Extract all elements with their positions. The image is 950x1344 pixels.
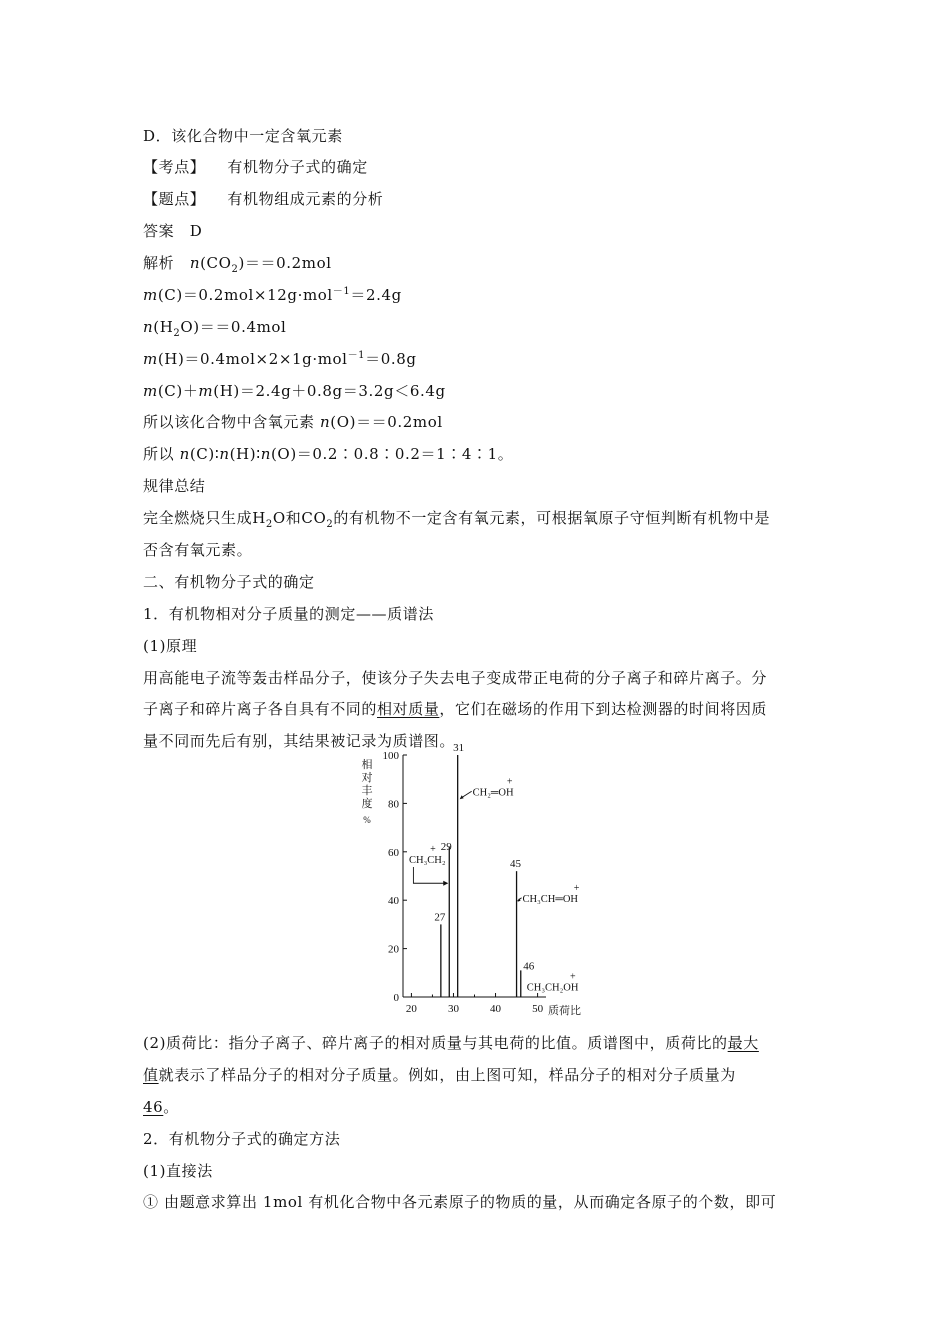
- peak-label-46: 46: [523, 960, 535, 973]
- subsection-2-title: 2．有机物分子式的确定方法: [143, 1130, 341, 1148]
- peak-label-31: 31: [453, 742, 465, 754]
- section-2-title: 二、有机物分子式的确定: [143, 573, 315, 591]
- y-tick-label: 60: [388, 846, 399, 859]
- rule-line-1: 完全燃烧只生成$H_2O$和$CO_2$的有机物不一定含有氧元素，可根据氧原子守恒判断有机物中是: [143, 509, 771, 530]
- ion-label-29-charge: +: [430, 844, 436, 856]
- mass-h-line: m(H)＝0.4mol×2×1g·mol$^{-1}$＝0.8g: [143, 350, 417, 368]
- ion-label-46-charge: +: [569, 971, 576, 983]
- mass-c-rest: ＝0.2mol×12g·mol: [182, 286, 333, 304]
- principle-line-3: 量不同而先后有别，其结果被记录为质谱图。: [143, 732, 456, 750]
- ion-arrowhead-29: [443, 881, 448, 886]
- mass-charge-line-1: [143, 1033, 759, 1053]
- rule-part-1: 完全燃烧只生成: [143, 509, 253, 527]
- rule-part-3: 的有机物不一定含有氧元素，可根据氧原子守恒判断有机物中是: [333, 509, 771, 527]
- mass-sum-rest: ＝2.4g＋0.8g＝3.2g＜6.4g: [239, 382, 446, 400]
- x-tick-label: 40: [490, 1003, 502, 1015]
- ion-label-31-charge: +: [506, 776, 513, 788]
- peak-label-27: 27: [434, 911, 446, 924]
- jiexi-line: 解析 $n(CO_2)==0.2mol$: [143, 254, 332, 275]
- n-h2o-line: $n(H_2O)==0.4mol$: [143, 318, 287, 339]
- y-axis-title: [362, 757, 373, 825]
- direct-step-1: ① 由题意求算出 1mol 有机化合物中各元素原子的物质的量，从而确定各原子的个数，即可: [143, 1193, 777, 1211]
- oxygen-rest: ＝＝0.2mol: [356, 413, 443, 431]
- principle-line-1: 用高能电子流等轰击样品分子，使该分子失去电子变成带正电荷的分子离子和碎片离子。分: [143, 669, 768, 687]
- oxygen-prefix: 所以该化合物中含氧元素: [143, 413, 320, 431]
- y-tick-label: 0: [393, 992, 399, 1004]
- ion-annotations: [409, 776, 580, 993]
- kaodian-label: 【考点】: [143, 158, 206, 176]
- principle-line-2: [143, 699, 767, 719]
- x-tick-label: 20: [405, 1003, 417, 1015]
- rule-part-2: 和: [285, 509, 302, 527]
- y-tick-label: 80: [388, 798, 399, 811]
- svg-text:相: 相: [361, 759, 373, 771]
- oxygen-line: 所以该化合物中含氧元素 n(O)＝＝0.2mol: [143, 413, 443, 431]
- mass-sum-mid: ＋: [182, 382, 199, 400]
- y-tick-label: 100: [382, 750, 399, 762]
- mass-charge-line-2: [143, 1065, 736, 1085]
- subsection-1-title: 1．有机物相对分子质量的测定——质谱法: [143, 605, 434, 623]
- x-tick-label: 50: [532, 1003, 544, 1015]
- principle-part-b: ，它们在磁场的作用下到达检测器的时间将因质: [439, 700, 768, 718]
- mass-charge-part-a: (2)质荷比：指分子离子、碎片离子的相对质量与其电荷的比值。质谱图中，质荷比的: [143, 1034, 728, 1052]
- ion-label-29: CH₃CH₂: [409, 855, 446, 867]
- peak-label-29: 29: [440, 840, 452, 853]
- answer-line: 答案 D: [143, 222, 203, 240]
- tidian-text: 有机物组成元素的分析: [227, 190, 384, 208]
- mass-h-tail: ＝0.8g: [365, 350, 417, 368]
- svg-text:丰: 丰: [361, 785, 373, 797]
- option-d: D．该化合物中一定含氧元素: [143, 127, 343, 145]
- peak-bars: [434, 742, 534, 997]
- peak-label-45: 45: [510, 858, 522, 871]
- ratio-prefix: 所以: [143, 445, 180, 463]
- kaodian-line: [143, 157, 368, 177]
- mass-c-line: m(C)＝0.2mol×12g·mol$^{-1}$＝2.4g: [143, 286, 402, 304]
- max-value-underlined-2: 值: [143, 1066, 159, 1084]
- relative-mass-underlined: 相对质量: [377, 700, 440, 718]
- ion-connector-29: [413, 867, 447, 883]
- ratio-rest: ＝0.2∶0.8∶0.2＝1∶4∶1。: [296, 445, 514, 463]
- svg-text:对: 对: [361, 772, 373, 784]
- jiexi-rest: ＝＝0.2mol: [244, 254, 332, 272]
- max-value-underlined-1: 最大: [727, 1034, 759, 1052]
- mass-c-tail: ＝2.4g: [350, 286, 402, 304]
- x-tick-label: 30: [447, 1003, 459, 1015]
- ion-label-46: CH₃CH₂OH: [526, 982, 579, 994]
- answer-46-underlined: 46: [143, 1098, 164, 1116]
- ion-label-31: CH₂═OH: [472, 787, 514, 799]
- x-axis-title: 质荷比: [548, 1005, 581, 1017]
- mass-spectrum-chart: [356, 742, 606, 1028]
- n-h2o-rest: ＝＝0.4mol: [199, 318, 287, 336]
- kaodian-text: 有机物分子式的确定: [227, 158, 368, 176]
- principle-part-a: 子离子和碎片离子各自具有不同的: [143, 700, 378, 718]
- svg-text:度: 度: [361, 798, 373, 810]
- tidian-label: 【题点】: [143, 190, 206, 208]
- x-ticks: [406, 993, 544, 1015]
- mass-charge-line-3: [143, 1097, 179, 1117]
- rule-title: 规律总结: [143, 477, 206, 495]
- svg-text:%: %: [363, 815, 371, 825]
- y-tick-label: 40: [388, 895, 399, 908]
- rule-line-2: 否含有氧元素。: [143, 541, 253, 559]
- atom-ratio-line: 所以 n(C)∶n(H)∶n(O)＝0.2∶0.8∶0.2＝1∶4∶1。: [143, 445, 514, 463]
- direct-method-heading: (1)直接法: [143, 1162, 213, 1180]
- jiexi-label: 解析: [143, 254, 190, 272]
- ion-label-45: CH₃CH═OH: [522, 893, 579, 905]
- mass-h-rest: ＝0.4mol×2×1g·mol: [184, 350, 348, 368]
- mass-sum-line: m(C)＋m(H)＝2.4g＋0.8g＝3.2g＜6.4g: [143, 382, 446, 400]
- y-tick-label: 20: [388, 943, 399, 956]
- mass-charge-end: 。: [163, 1098, 179, 1116]
- ion-label-45-charge: +: [573, 882, 580, 894]
- mass-charge-part-b: 就表示了样品分子的相对分子质量。例如，由上图可知，样品分子的相对分子质量为: [158, 1066, 736, 1084]
- tidian-line: [143, 189, 383, 209]
- principle-heading: (1)原理: [143, 637, 198, 655]
